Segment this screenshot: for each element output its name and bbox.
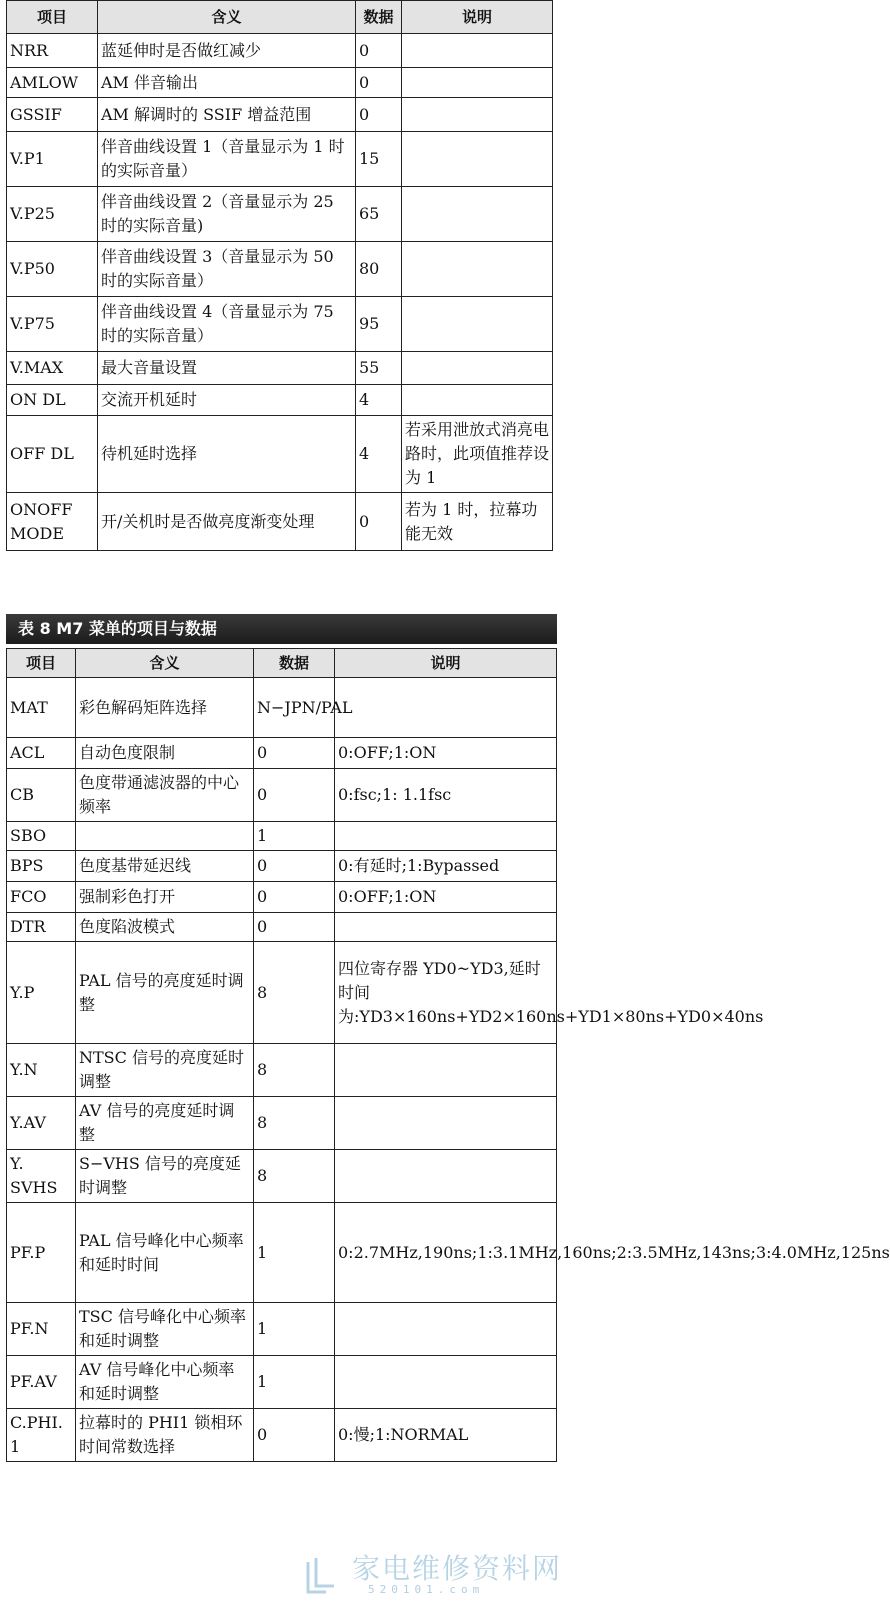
cell-item: Y.N	[7, 1044, 76, 1097]
cell-meaning: TSC 信号峰化中心频率和延时调整	[76, 1303, 254, 1356]
cell-note	[335, 1097, 557, 1150]
cell-data: 4	[356, 385, 402, 416]
cell-item: FCO	[7, 882, 76, 913]
cell-data: 55	[356, 352, 402, 385]
table-row	[7, 851, 557, 882]
cell-item: Y. SVHS	[7, 1150, 76, 1203]
cell-note	[402, 98, 553, 132]
cell-data: 1	[254, 1303, 335, 1356]
cell-item: PF.P	[7, 1203, 76, 1303]
table-row	[7, 297, 553, 352]
table-row	[7, 385, 553, 416]
cell-note	[335, 1303, 557, 1356]
cell-meaning: 彩色解码矩阵选择	[76, 678, 254, 738]
cell-data: 80	[356, 242, 402, 297]
cell-meaning: 交流开机延时	[98, 385, 356, 416]
cell-meaning: AV 信号峰化中心频率和延时调整	[76, 1356, 254, 1409]
cell-note: 0:2.7MHz,190ns;1:3.1MHz,160ns;2:3.5MHz,143ns;3:4.0MHz,125ns	[335, 1203, 557, 1303]
table-row	[7, 1203, 557, 1303]
table-row	[7, 132, 553, 187]
cell-note: 0:OFF;1:ON	[335, 882, 557, 913]
cell-item: V.P50	[7, 242, 98, 297]
cell-note	[335, 822, 557, 851]
cell-note: 四位寄存器 YD0~YD3,延时时间为:YD3×160ns+YD2×160ns+YD1×80ns+YD0×40ns	[335, 942, 557, 1044]
cell-data: 1	[254, 822, 335, 851]
cell-data: 0	[356, 98, 402, 132]
table-row	[7, 769, 557, 822]
cell-meaning: S−VHS 信号的亮度延时调整	[76, 1150, 254, 1203]
cell-meaning: 拉幕时的 PHI1 锁相环时间常数选择	[76, 1409, 254, 1462]
cell-note	[402, 34, 553, 68]
table-row	[7, 242, 553, 297]
cell-meaning: 自动色度限制	[76, 738, 254, 769]
cell-data: 1	[254, 1203, 335, 1303]
cell-note	[402, 297, 553, 352]
cell-meaning: 最大音量设置	[98, 352, 356, 385]
cell-item: ON DL	[7, 385, 98, 416]
menu-table-2	[6, 648, 890, 1462]
header-note: 说明	[402, 1, 553, 34]
header-item: 项目	[7, 649, 76, 678]
cell-data: 65	[356, 187, 402, 242]
watermark-text: 家电维修资料网	[352, 1552, 563, 1585]
cell-note	[335, 678, 557, 738]
cell-note	[335, 913, 557, 942]
cell-meaning: 蓝延伸时是否做红减少	[98, 34, 356, 68]
cell-meaning: 待机延时选择	[98, 416, 356, 493]
cell-meaning: 伴音曲线设置 4（音量显示为 75 时的实际音量）	[98, 297, 356, 352]
cell-meaning: NTSC 信号的亮度延时调整	[76, 1044, 254, 1097]
cell-item: ACL	[7, 738, 76, 769]
table-caption: 表 8 M7 菜单的项目与数据	[6, 614, 557, 644]
watermark-url: 520101.com	[368, 1583, 485, 1596]
cell-note: 0:fsc;1: 1.1fsc	[335, 769, 557, 822]
cell-data: 0	[356, 493, 402, 551]
table-header-row	[7, 1, 553, 34]
cell-note	[402, 132, 553, 187]
cell-data: 95	[356, 297, 402, 352]
cell-meaning: 强制彩色打开	[76, 882, 254, 913]
cell-note: 若为 1 时，拉幕功能无效	[402, 493, 553, 551]
cell-item: PF.N	[7, 1303, 76, 1356]
cell-meaning: AV 信号的亮度延时调整	[76, 1097, 254, 1150]
cell-note: 0:慢;1:NORMAL	[335, 1409, 557, 1462]
table-header-row	[7, 649, 557, 678]
cell-item: AMLOW	[7, 68, 98, 98]
cell-note	[335, 1044, 557, 1097]
cell-data: 0	[254, 882, 335, 913]
cell-note	[335, 1356, 557, 1409]
cell-item: MAT	[7, 678, 76, 738]
cell-note: 若采用泄放式消亮电路时，此项值推荐设为 1	[402, 416, 553, 493]
cell-meaning: AM 解调时的 SSIF 增益范围	[98, 98, 356, 132]
table-row	[7, 352, 553, 385]
table-body	[7, 678, 890, 1462]
cell-meaning: 伴音曲线设置 2（音量显示为 25 时的实际音量)	[98, 187, 356, 242]
cell-meaning: 伴音曲线设置 3（音量显示为 50 时的实际音量）	[98, 242, 356, 297]
table-row	[7, 68, 553, 98]
cell-note	[402, 187, 553, 242]
cell-data: 1	[254, 1356, 335, 1409]
cell-item: V.P25	[7, 187, 98, 242]
table-body	[7, 34, 553, 551]
table-row	[7, 187, 553, 242]
table-row	[7, 882, 557, 913]
cell-note	[402, 68, 553, 98]
table-row	[7, 98, 553, 132]
cell-data: 8	[254, 1044, 335, 1097]
header-note: 说明	[335, 649, 557, 678]
cell-note	[402, 385, 553, 416]
header-item: 项目	[7, 1, 98, 34]
table-row	[7, 738, 557, 769]
cell-item: Y.P	[7, 942, 76, 1044]
table-row	[7, 1356, 557, 1409]
table-row	[7, 493, 553, 551]
table-row	[7, 678, 557, 738]
table-row	[7, 1097, 557, 1150]
cell-item: GSSIF	[7, 98, 98, 132]
cell-meaning: PAL 信号的亮度延时调整	[76, 942, 254, 1044]
table-row	[7, 34, 553, 68]
cell-item: V.MAX	[7, 352, 98, 385]
cell-data: 0	[356, 68, 402, 98]
header-meaning: 含义	[76, 649, 254, 678]
cell-item: OFF DL	[7, 416, 98, 493]
cell-meaning	[76, 822, 254, 851]
cell-meaning: 色度带通滤波器的中心频率	[76, 769, 254, 822]
cell-meaning: 色度基带延迟线	[76, 851, 254, 882]
cell-note	[402, 352, 553, 385]
cell-item: V.P1	[7, 132, 98, 187]
table-row	[7, 913, 557, 942]
cell-data: 0	[356, 34, 402, 68]
header-meaning: 含义	[98, 1, 356, 34]
header-data: 数据	[356, 1, 402, 34]
table-row	[7, 416, 553, 493]
cell-note	[402, 242, 553, 297]
cell-item: BPS	[7, 851, 76, 882]
cell-data: 0	[254, 738, 335, 769]
cell-data: 8	[254, 1150, 335, 1203]
cell-note	[335, 1150, 557, 1203]
menu-table-1	[6, 0, 553, 551]
cell-data: 8	[254, 1097, 335, 1150]
cell-meaning: 伴音曲线设置 1（音量显示为 1 时的实际音量）	[98, 132, 356, 187]
cell-data: 4	[356, 416, 402, 493]
cell-item: C.PHI. 1	[7, 1409, 76, 1462]
cell-item: V.P75	[7, 297, 98, 352]
cell-item: NRR	[7, 34, 98, 68]
cell-note: 0:有延时;1:Bypassed	[335, 851, 557, 882]
cell-data: 0	[254, 851, 335, 882]
cell-data: 0	[254, 769, 335, 822]
cell-item: SBO	[7, 822, 76, 851]
header-data: 数据	[254, 649, 335, 678]
cell-item: Y.AV	[7, 1097, 76, 1150]
table-row	[7, 1409, 557, 1462]
cell-data: 0	[254, 913, 335, 942]
cell-data: 8	[254, 942, 335, 1044]
table-row	[7, 822, 557, 851]
table-row	[7, 942, 557, 1044]
cell-meaning: PAL 信号峰化中心频率和延时时间	[76, 1203, 254, 1303]
table-row	[7, 1044, 557, 1097]
cell-data: 15	[356, 132, 402, 187]
cell-item: DTR	[7, 913, 76, 942]
cell-item: PF.AV	[7, 1356, 76, 1409]
cell-item: ONOFF MODE	[7, 493, 98, 551]
cell-meaning: 色度陷波模式	[76, 913, 254, 942]
cell-data: 0	[254, 1409, 335, 1462]
cell-note: 0:OFF;1:ON	[335, 738, 557, 769]
table-row	[7, 1303, 557, 1356]
cell-meaning: 开/关机时是否做亮度渐变处理	[98, 493, 356, 551]
cell-meaning: AM 伴音输出	[98, 68, 356, 98]
cell-data: N−JPN/PAL	[254, 678, 335, 738]
cell-item: CB	[7, 769, 76, 822]
table-row	[7, 1150, 557, 1203]
